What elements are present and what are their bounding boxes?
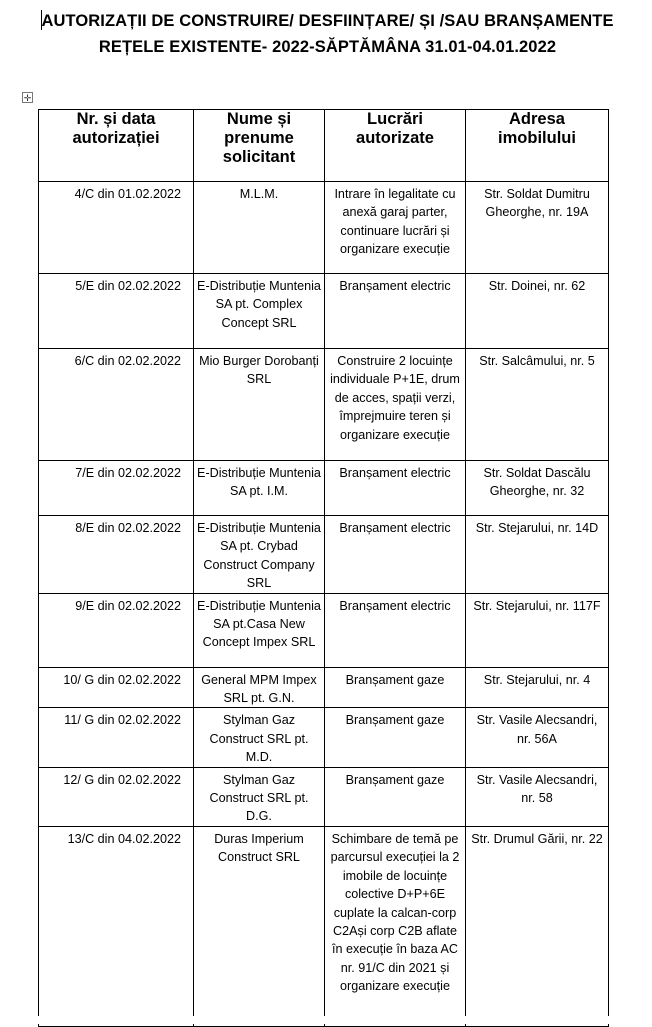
cell-solicitant: Duras Imperium Construct SRL [194, 827, 325, 1027]
cell-adresa: Str. Stejarului, nr. 4 [466, 667, 609, 708]
table-row [39, 182, 609, 274]
cell-nr: 13/C din 04.02.2022 [39, 827, 194, 1027]
header-adresa: Adresa imobilului [466, 110, 609, 182]
table-move-handle-icon[interactable]: ✛ [23, 93, 32, 103]
cell-nr: 8/E din 02.02.2022 [39, 516, 194, 594]
cell-nr: 4/C din 01.02.2022 [39, 182, 194, 274]
cell-lucrari: Branșament electric [325, 274, 466, 349]
cell-adresa: Str. Vasile Alecsandri, nr. 58 [466, 767, 609, 826]
title-line-2: REȚELE EXISTENTE- 2022-SĂPTĂMÂNA 31.01-04.01.2022 [98, 38, 557, 56]
table-row [39, 349, 609, 461]
cell-solicitant: E-Distribuție Muntenia SA pt. Crybad Construct Company SRL [194, 516, 325, 594]
cell-lucrari: Branșament electric [325, 593, 466, 667]
authorizations-table-continued [38, 826, 609, 1027]
cell-solicitant: E-Distribuție Muntenia SA pt. Complex Concept SRL [194, 274, 325, 349]
cell-lucrari: Schimbare de temă pe parcursul execuției la 2 imobile de locuințe colective D+P+6E cuplate la calcan-corp C2Ași corp C2B aflate în execuție în baza AC nr. 91/C din 2021 și organizare execuție [325, 827, 466, 1027]
table-row [39, 667, 609, 708]
table-row [39, 767, 609, 826]
cell-lucrari: Intrare în legalitate cu anexă garaj parter, continuare lucrări și organizare execuție [325, 182, 466, 274]
table-header-row [39, 110, 609, 182]
cell-adresa: Str. Stejarului, nr. 14D [466, 516, 609, 594]
cell-nr: 9/E din 02.02.2022 [39, 593, 194, 667]
header-solicitant: Nume și prenume solicitant [194, 110, 325, 182]
cell-lucrari: Branșament electric [325, 516, 466, 594]
cell-solicitant: Stylman Gaz Construct SRL pt. M.D. [194, 708, 325, 767]
cell-lucrari: Branșament electric [325, 461, 466, 516]
table-row [39, 708, 609, 767]
cell-adresa: Str. Soldat Dascălu Gheorghe, nr. 32 [466, 461, 609, 516]
page-bottom-edge [0, 1016, 652, 1024]
cell-lucrari: Branșament gaze [325, 767, 466, 826]
cell-adresa: Str. Soldat Dumitru Gheorghe, nr. 19A [466, 182, 609, 274]
table-row [39, 593, 609, 667]
table-row [39, 274, 609, 349]
cell-nr: 10/ G din 02.02.2022 [39, 667, 194, 708]
cell-adresa: Str. Stejarului, nr. 117F [466, 593, 609, 667]
cell-nr: 5/E din 02.02.2022 [39, 274, 194, 349]
cell-nr: 11/ G din 02.02.2022 [39, 708, 194, 767]
table-row [39, 461, 609, 516]
cell-solicitant: Stylman Gaz Construct SRL pt. D.G. [194, 767, 325, 826]
header-nr-data: Nr. și data autorizației [39, 110, 194, 182]
authorizations-table [38, 109, 609, 827]
cell-solicitant: Mio Burger Dorobanți SRL [194, 349, 325, 461]
cell-lucrari: Branșament gaze [325, 667, 466, 708]
cell-nr: 6/C din 02.02.2022 [39, 349, 194, 461]
cell-solicitant: General MPM Impex SRL pt. G.N. [194, 667, 325, 708]
cell-solicitant: M.L.M. [194, 182, 325, 274]
document-title [40, 8, 615, 60]
cell-adresa: Str. Vasile Alecsandri, nr. 56A [466, 708, 609, 767]
cell-adresa: Str. Salcâmului, nr. 5 [466, 349, 609, 461]
cell-lucrari: Construire 2 locuințe individuale P+1E, drum de acces, spații verzi, împrejmuire teren și organizare execuție [325, 349, 466, 461]
title-line-1: AUTORIZAȚII DE CONSTRUIRE/ DESFIINȚARE/ ȘI /SAU BRANȘAMENTE [41, 12, 614, 30]
cell-adresa: Str. Drumul Gării, nr. 22 [466, 827, 609, 1027]
cell-solicitant: E-Distribuție Muntenia SA pt.Casa New Concept Impex SRL [194, 593, 325, 667]
cell-nr: 12/ G din 02.02.2022 [39, 767, 194, 826]
table-row [39, 827, 609, 1027]
header-lucrari: Lucrări autorizate [325, 110, 466, 182]
cell-lucrari: Branșament gaze [325, 708, 466, 767]
cell-nr: 7/E din 02.02.2022 [39, 461, 194, 516]
cell-adresa: Str. Doinei, nr. 62 [466, 274, 609, 349]
table-row [39, 516, 609, 594]
cell-solicitant: E-Distribuție Muntenia SA pt. I.M. [194, 461, 325, 516]
